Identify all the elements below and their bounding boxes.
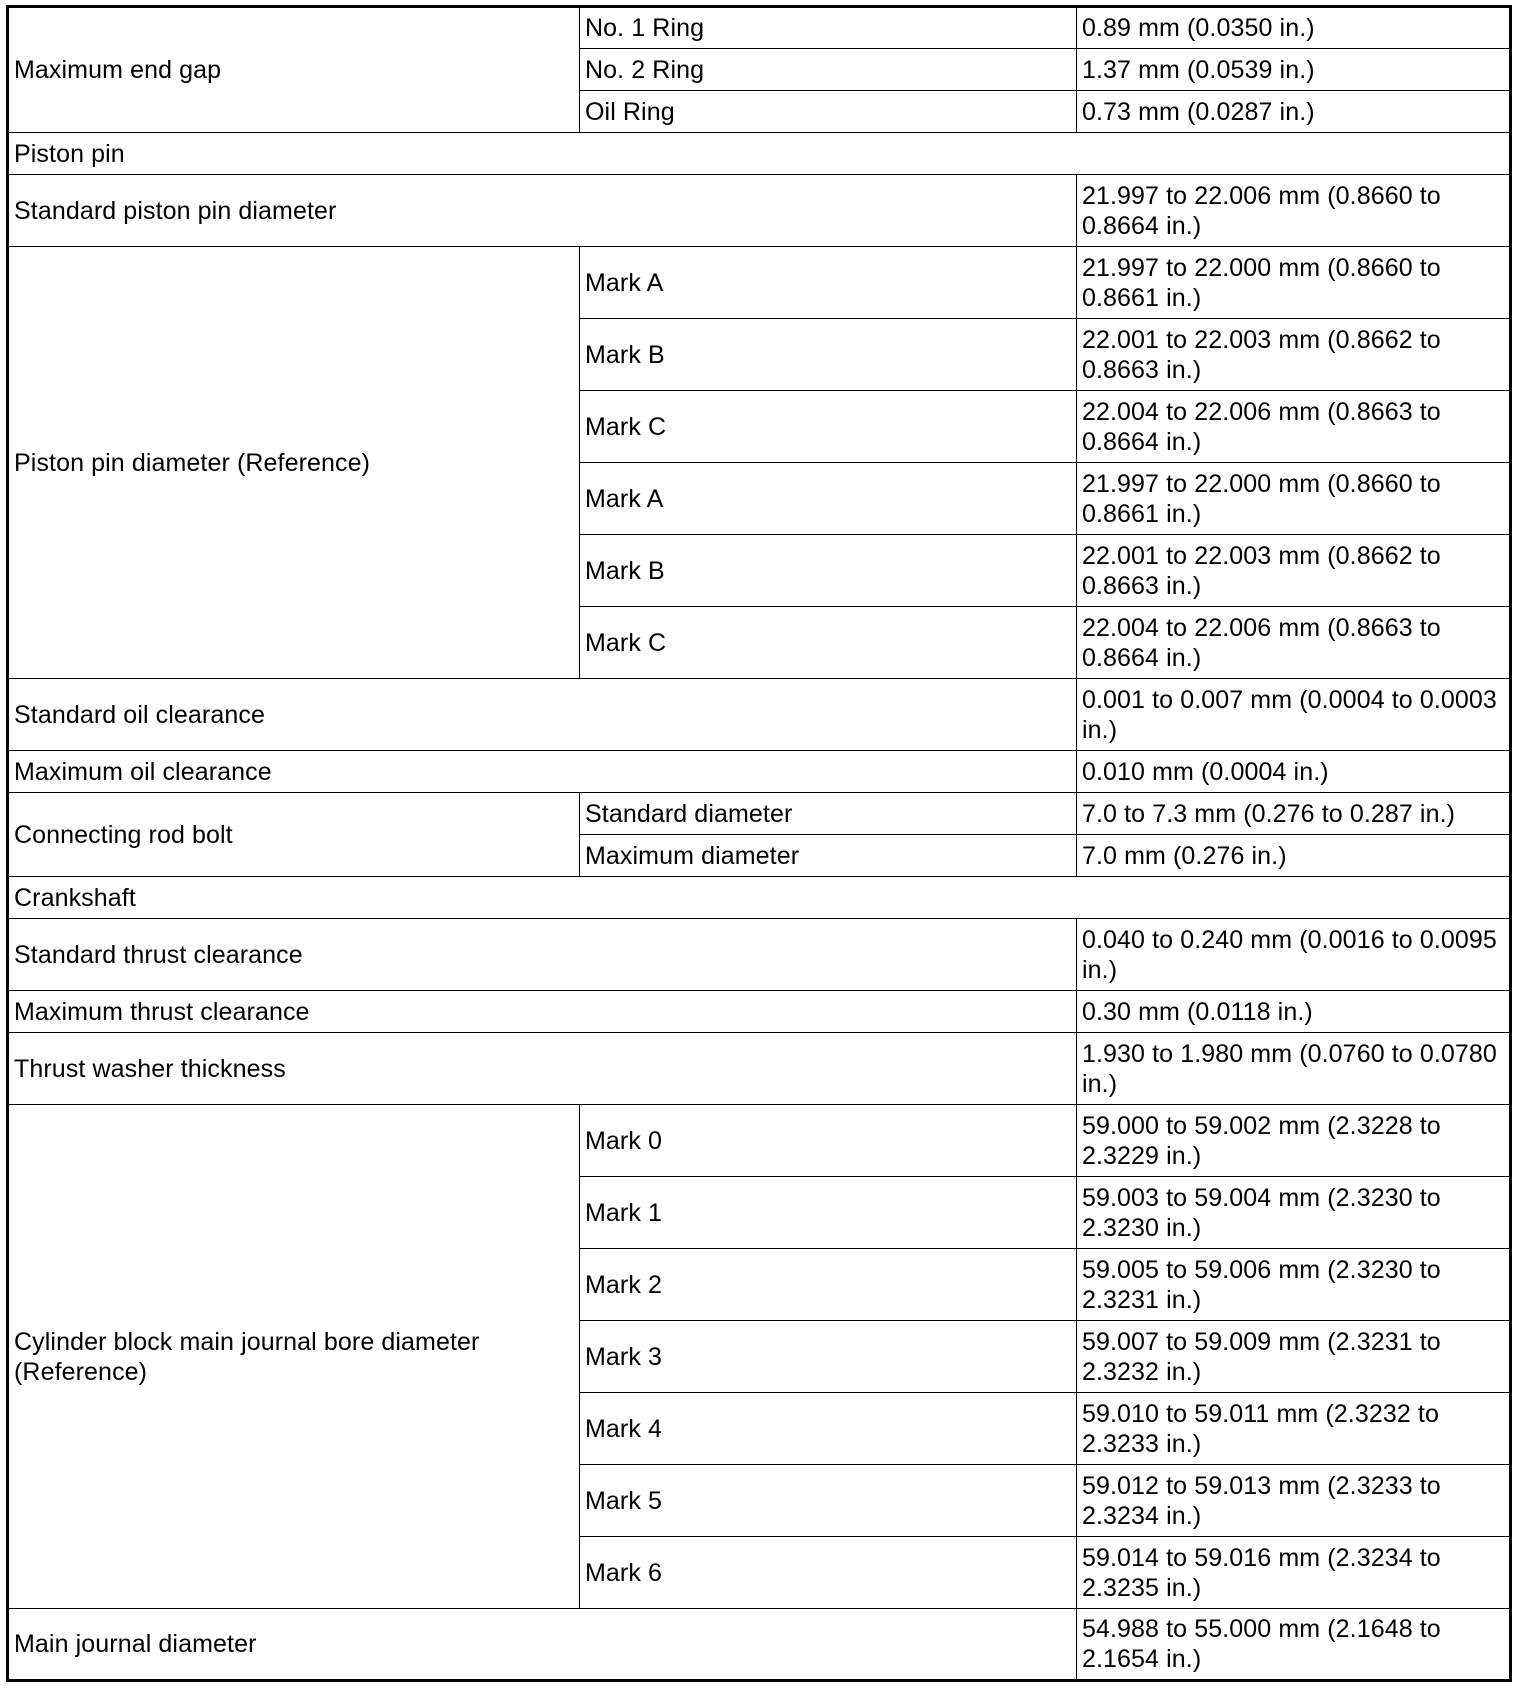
oil-ring-value: 0.73 mm (0.0287 in.) xyxy=(1077,91,1511,133)
std-pin-diameter-value: 21.997 to 22.006 mm (0.8660 to 0.8664 in.) xyxy=(1077,175,1511,247)
end-gap-label: Maximum end gap xyxy=(8,7,580,133)
pin-mark-value: 22.004 to 22.006 mm (0.8663 to 0.8664 in.) xyxy=(1077,607,1511,679)
std-thrust-value: 0.040 to 0.240 mm (0.0016 to 0.0095 in.) xyxy=(1077,919,1511,991)
bore-mark-label: Mark 1 xyxy=(580,1177,1077,1249)
oil-ring-label: Oil Ring xyxy=(580,91,1077,133)
bore-mark-label: Mark 4 xyxy=(580,1393,1077,1465)
rod-bolt-max-value: 7.0 mm (0.276 in.) xyxy=(1077,835,1511,877)
thrust-washer-label: Thrust washer thickness xyxy=(8,1033,1077,1105)
pin-mark-value: 22.004 to 22.006 mm (0.8663 to 0.8664 in.) xyxy=(1077,391,1511,463)
std-oil-clearance-label: Standard oil clearance xyxy=(8,679,1077,751)
thrust-washer-value: 1.930 to 1.980 mm (0.0760 to 0.0780 in.) xyxy=(1077,1033,1511,1105)
pin-mark-label: Mark A xyxy=(580,463,1077,535)
pin-mark-value: 22.001 to 22.003 mm (0.8662 to 0.8663 in.) xyxy=(1077,319,1511,391)
bore-mark-label: Mark 2 xyxy=(580,1249,1077,1321)
ring2-label: No. 2 Ring xyxy=(580,49,1077,91)
section-row xyxy=(8,877,1511,919)
section-heading-piston-pin: Piston pin xyxy=(8,133,1511,175)
max-oil-clearance-value: 0.010 mm (0.0004 in.) xyxy=(1077,751,1511,793)
max-thrust-value: 0.30 mm (0.0118 in.) xyxy=(1077,991,1511,1033)
std-pin-diameter-label: Standard piston pin diameter xyxy=(8,175,1077,247)
main-journal-value: 54.988 to 55.000 mm (2.1648 to 2.1654 in.) xyxy=(1077,1609,1511,1681)
pin-mark-label: Mark B xyxy=(580,535,1077,607)
bore-mark-value: 59.003 to 59.004 mm (2.3230 to 2.3230 in.) xyxy=(1077,1177,1511,1249)
table-row xyxy=(8,175,1511,247)
rod-bolt-max-label: Maximum diameter xyxy=(580,835,1077,877)
bore-mark-label: Mark 0 xyxy=(580,1105,1077,1177)
table-row xyxy=(8,7,1511,49)
section-heading-crankshaft: Crankshaft xyxy=(8,877,1511,919)
rod-bolt-std-label: Standard diameter xyxy=(580,793,1077,835)
table-row xyxy=(8,1609,1511,1681)
pin-diameter-ref-label: Piston pin diameter (Reference) xyxy=(8,247,580,679)
bore-mark-label: Mark 6 xyxy=(580,1537,1077,1609)
table-row xyxy=(8,679,1511,751)
pin-mark-label: Mark C xyxy=(580,607,1077,679)
table-row xyxy=(8,991,1511,1033)
spec-table xyxy=(6,5,1512,1682)
table-row xyxy=(8,1105,1511,1177)
table-row xyxy=(8,793,1511,835)
rod-bolt-std-value: 7.0 to 7.3 mm (0.276 to 0.287 in.) xyxy=(1077,793,1511,835)
table-row xyxy=(8,751,1511,793)
bore-mark-value: 59.014 to 59.016 mm (2.3234 to 2.3235 in.) xyxy=(1077,1537,1511,1609)
bore-mark-label: Mark 3 xyxy=(580,1321,1077,1393)
pin-mark-label: Mark C xyxy=(580,391,1077,463)
bore-label: Cylinder block main journal bore diameter (Reference) xyxy=(8,1105,580,1609)
main-journal-label: Main journal diameter xyxy=(8,1609,1077,1681)
max-oil-clearance-label: Maximum oil clearance xyxy=(8,751,1077,793)
pin-mark-value: 21.997 to 22.000 mm (0.8660 to 0.8661 in.) xyxy=(1077,247,1511,319)
table-row xyxy=(8,247,1511,319)
rod-bolt-label: Connecting rod bolt xyxy=(8,793,580,877)
pin-mark-value: 21.997 to 22.000 mm (0.8660 to 0.8661 in.) xyxy=(1077,463,1511,535)
bore-mark-value: 59.010 to 59.011 mm (2.3232 to 2.3233 in.) xyxy=(1077,1393,1511,1465)
bore-mark-value: 59.012 to 59.013 mm (2.3233 to 2.3234 in.) xyxy=(1077,1465,1511,1537)
section-row xyxy=(8,133,1511,175)
ring1-label: No. 1 Ring xyxy=(580,7,1077,49)
bore-mark-value: 59.000 to 59.002 mm (2.3228 to 2.3229 in.) xyxy=(1077,1105,1511,1177)
std-oil-clearance-value: 0.001 to 0.007 mm (0.0004 to 0.0003 in.) xyxy=(1077,679,1511,751)
bore-mark-value: 59.007 to 59.009 mm (2.3231 to 2.3232 in.) xyxy=(1077,1321,1511,1393)
table-row xyxy=(8,1033,1511,1105)
bore-mark-label: Mark 5 xyxy=(580,1465,1077,1537)
pin-mark-label: Mark B xyxy=(580,319,1077,391)
pin-mark-label: Mark A xyxy=(580,247,1077,319)
std-thrust-label: Standard thrust clearance xyxy=(8,919,1077,991)
ring2-value: 1.37 mm (0.0539 in.) xyxy=(1077,49,1511,91)
pin-mark-value: 22.001 to 22.003 mm (0.8662 to 0.8663 in.) xyxy=(1077,535,1511,607)
ring1-value: 0.89 mm (0.0350 in.) xyxy=(1077,7,1511,49)
bore-mark-value: 59.005 to 59.006 mm (2.3230 to 2.3231 in.) xyxy=(1077,1249,1511,1321)
max-thrust-label: Maximum thrust clearance xyxy=(8,991,1077,1033)
table-row xyxy=(8,919,1511,991)
